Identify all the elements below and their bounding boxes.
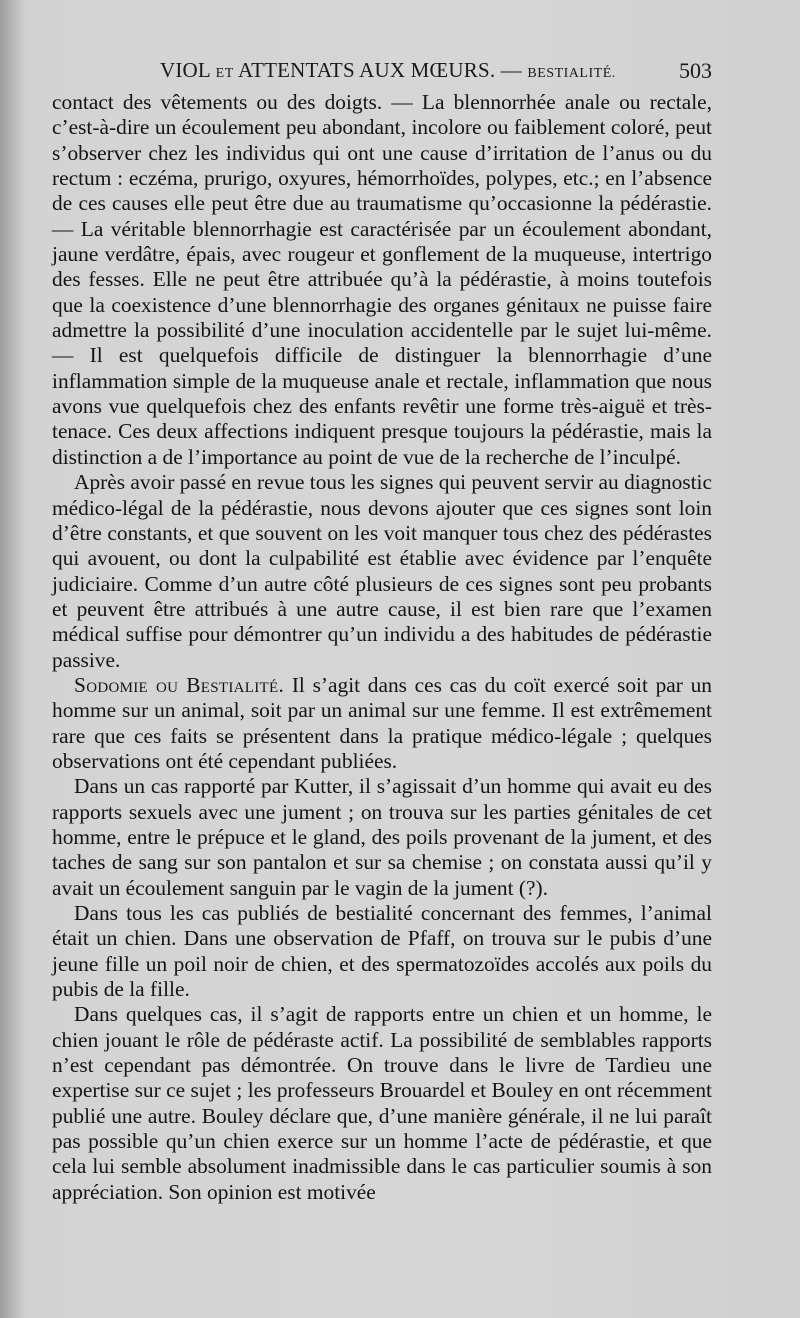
paragraph-sodomie-text: Il s’agit dans ces cas du coït exercé soit par un homme sur un animal, soit par un animal sur une femme. Il est extrêmement rare que ces faits se présentent dans la pratique médico-légale ; quelques observations ont été cependant publiées. xyxy=(52,672,712,773)
paragraph-chien-homme: Dans quelques cas, il s’agit de rapports entre un chien et un homme, le chien jouant le rôle de pédéraste actif. La possibilité de semblables rapports n’est cependant pas démontrée. On trouve dans le livre de Tardieu une expertise sur ce sujet ; les professeurs Brouardel et Bouley en ont récemment publié une autre. Bouley déclare que, d’une manière générale, il ne lui paraît pas possible qu’un chien exerce sur un homme l’acte de pédérastie, et que cela lui semble absolument inadmissible dans le cas particulier soumis à son appréciation. Son opinion est motivée xyxy=(52,1002,712,1204)
paragraph-kutter: Dans un cas rapporté par Kutter, il s’agissait d’un homme qui avait eu des rapports sexuels avec une jument ; on trouva sur les parties génitales de cet homme, entre le prépuce et le gland, des poils provenant de la jument, et des taches de sang sur son pantalon et sur sa chemise ; on constata aussi qu’il y avait un écoulement sanguin par le vagin de la jument (?). xyxy=(52,774,712,900)
body-text xyxy=(52,90,712,1205)
paragraph-sodomie xyxy=(52,673,712,774)
paragraph-signes-pederastie: Après avoir passé en revue tous les signes qui peuvent servir au diagnostic médico-légal de la pédérastie, nous devons ajouter que ces signes sont loin d’être constants, et que souvent on les voit manquer tous chez des pédérastes qui avouent, ou dont la culpabilité est établie avec évidence par l’enquête judiciaire. Comme d’un autre côté plusieurs de ces signes sont peu probants et peuvent être attribués à une autre cause, il est bien rare que l’examen médical suffise pour démontrer qu’un individu a des habitudes de pédérastie passive. xyxy=(52,470,712,672)
running-header xyxy=(52,58,712,88)
running-title xyxy=(160,58,616,83)
running-title-part-1: VIOL xyxy=(160,58,211,82)
section-heading-sodomie: Sodomie ou Bestialité. xyxy=(74,672,285,697)
paragraph-pfaff: Dans tous les cas publiés de bestialité concernant des femmes, l’animal était un chien. Dans une observation de Pfaff, on trouva sur le pubis d’une jeune fille un poil noir de chien, et des spermatozoïdes accolés aux poils du pubis de la fille. xyxy=(52,901,712,1002)
page-number: 503 xyxy=(679,58,712,83)
page-gutter-shadow xyxy=(0,0,22,1318)
paragraph-blennorrhee: contact des vêtements ou des doigts. — La blennorrhée anale ou rectale, c’est-à-dire un écoulement peu abondant, incolore ou faiblement coloré, peut s’observer chez les individus qui ont une cause d’irritation de l’anus ou du rectum : eczéma, prurigo, oxyures, hémorrhoïdes, polypes, etc.; en l’absence de ces causes elle peut être due au traumatisme qu’occasionne la pédérastie. — La véritable blennorrhagie est caractérisée par un écoulement abondant, jaune verdâtre, épais, avec rougeur et gonflement de la muqueuse, intertrigo des fesses. Elle ne peut être attribuée qu’à la pédérastie, à moins toutefois que la coexistence d’une blennorrhagie des organes génitaux ne puisse faire admettre la possibilité d’une inoculation accidentelle par le sujet lui-même. — Il est quelquefois difficile de distinguer la blennorrhagie d’une inflammation simple de la muqueuse anale et rectale, inflammation que nous avons vue quelquefois chez des enfants revêtir une forme très-aiguë et très-tenace. Ces deux affections indiquent presque toujours la pédérastie, mais la distinction a de l’importance au point de vue de la recherche de l’inculpé. xyxy=(52,90,712,469)
running-title-et: ET xyxy=(215,66,234,81)
running-title-part-2: ATTENTATS AUX MŒURS. — xyxy=(238,58,522,82)
running-title-section: BESTIALITÉ. xyxy=(527,66,616,81)
